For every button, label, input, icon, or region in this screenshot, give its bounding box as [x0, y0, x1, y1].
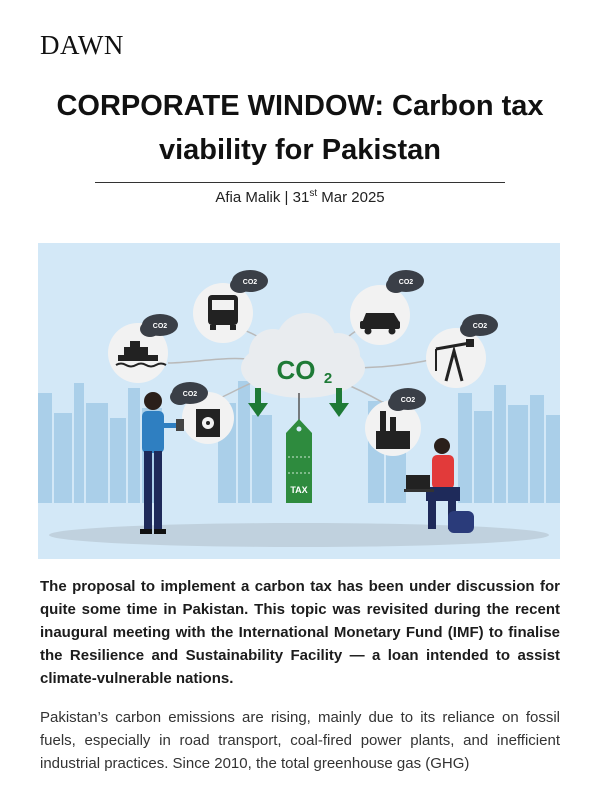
date-day: 31 — [292, 189, 310, 206]
date-rest: Mar 2025 — [317, 189, 385, 206]
date-suffix: st — [309, 188, 318, 199]
svg-text:CO2: CO2 — [400, 397, 416, 404]
oil-pump-icon — [426, 328, 486, 388]
author-name: Afia Malik — [215, 189, 281, 206]
title-divider — [95, 182, 505, 183]
svg-text:CO2: CO2 — [182, 391, 198, 398]
svg-text:CO2: CO2 — [472, 323, 488, 330]
svg-text:2: 2 — [323, 370, 333, 387]
svg-text:CO2: CO2 — [152, 323, 168, 330]
article-lead: The proposal to implement a carbon tax has been under discussion for quite some time in Pakistan. This topic was revisited during the recent inaugural meeting with the International Monetary Fund (IMF) to finalise the Resilience and Sustainability Facility — a loan intended to assist climate-vulnerable nations. — [40, 578, 560, 687]
svg-text:TAX: TAX — [290, 485, 308, 495]
svg-text:CO2: CO2 — [398, 279, 414, 286]
dawn-logo[interactable]: DAWN — [40, 30, 124, 60]
byline-separator: | — [280, 189, 293, 206]
article-body: Pakistan’s carbon emissions are rising, mainly due to its reliance on fossil fuels, especially in road transport, coal-fired power plants, and inefficient industrial practices. Since 2010, the total greenhouse gas (GHG) — [40, 709, 560, 772]
byline — [0, 188, 600, 206]
svg-text:CO: CO — [276, 355, 316, 385]
svg-text:CO2: CO2 — [242, 279, 258, 286]
article-title: CORPORATE WINDOW: Carbon tax viability for Pakistan — [56, 90, 544, 166]
hero-illustration — [38, 243, 560, 559]
car-icon — [350, 285, 410, 345]
